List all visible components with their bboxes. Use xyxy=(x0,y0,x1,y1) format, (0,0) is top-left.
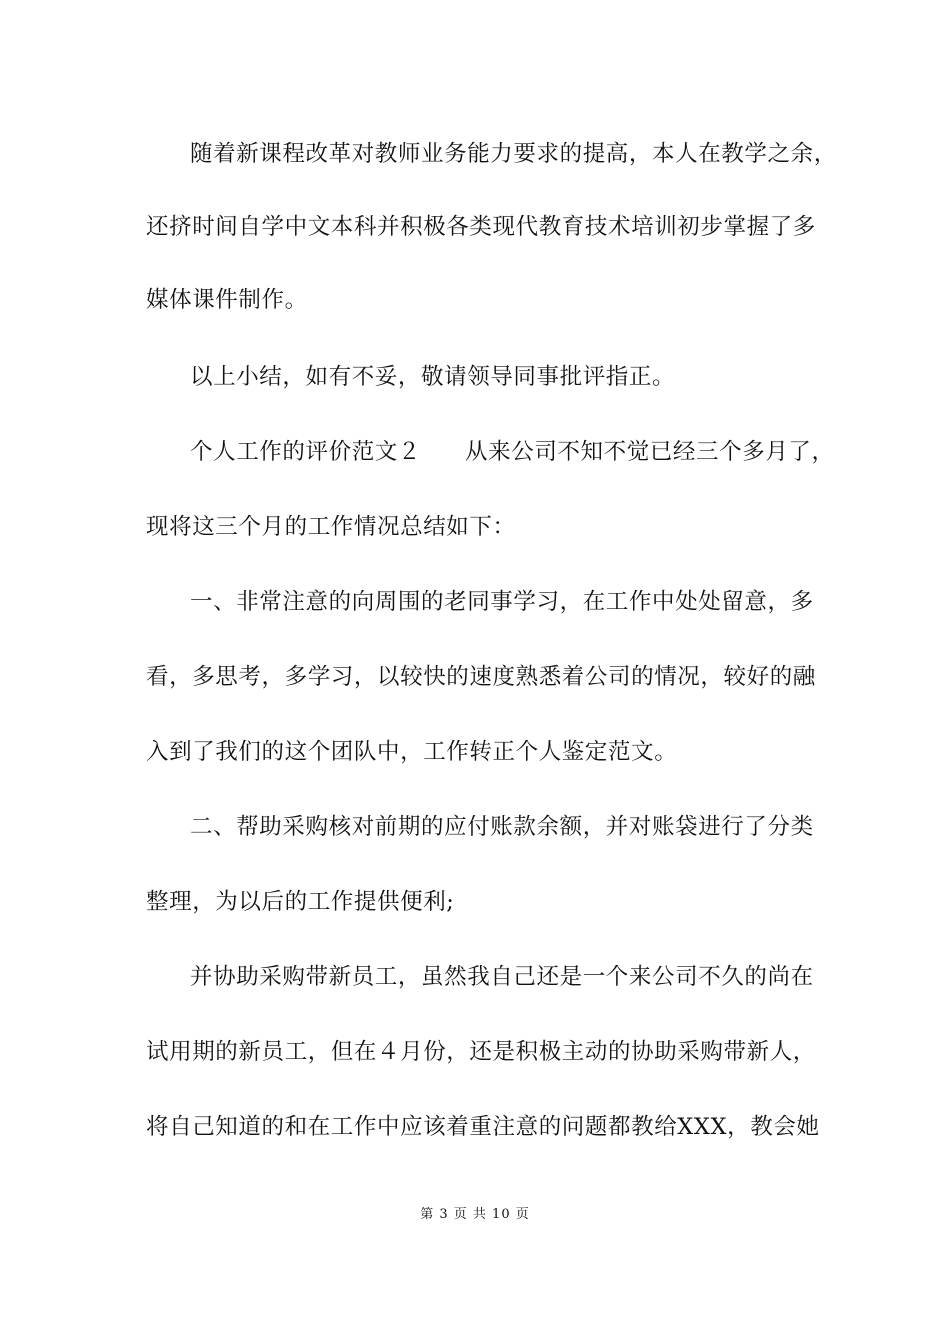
paragraph-line: 并协助采购带新员工，虽然我自己还是一个来公司不久的尚在 xyxy=(190,964,814,990)
paragraph-line: 看，多思考，多学习，以较快的速度熟悉着公司的情况，较好的融 xyxy=(146,664,816,690)
paragraph-line: 以上小结，如有不妥，敬请领导同事批评指正。 xyxy=(190,364,676,390)
paragraph-line xyxy=(190,437,870,467)
paragraph-line: 二、帮助采购核对前期的应付账款余额，并对账袋进行了分类 xyxy=(190,814,814,840)
paragraph-text: 从来公司不知不觉已经三个多月了， xyxy=(465,439,835,465)
paragraph-line: 现将这三个月的工作情况总结如下： xyxy=(146,514,516,540)
paragraph-line: 随着新课程改革对教师业务能力要求的提高，本人在教学之余， xyxy=(190,141,837,167)
paragraph-line: 媒体课件制作。 xyxy=(146,287,308,313)
paragraph-line: 一、非常注意的向周围的老同事学习，在工作中处处留意，多 xyxy=(190,589,814,615)
paragraph-line: 试用期的新员工，但在４月份，还是积极主动的协助采购带新人， xyxy=(146,1039,816,1065)
paragraph-line: 整理，为以后的工作提供便利; xyxy=(146,889,455,915)
paragraph-line: 将自己知道的和在工作中应该着重注意的问题都教给XXX，教会她 xyxy=(146,1114,820,1140)
paragraph-line: 入到了我们的这个团队中，工作转正个人鉴定范文。 xyxy=(146,739,678,765)
page-number-footer: 第 3 页 共 10 页 xyxy=(420,1207,530,1222)
paragraph-line: 还挤时间自学中文本科并积极各类现代教育技术培训初步掌握了多 xyxy=(146,214,816,240)
section-heading: 个人工作的评价范文２ xyxy=(190,439,422,465)
